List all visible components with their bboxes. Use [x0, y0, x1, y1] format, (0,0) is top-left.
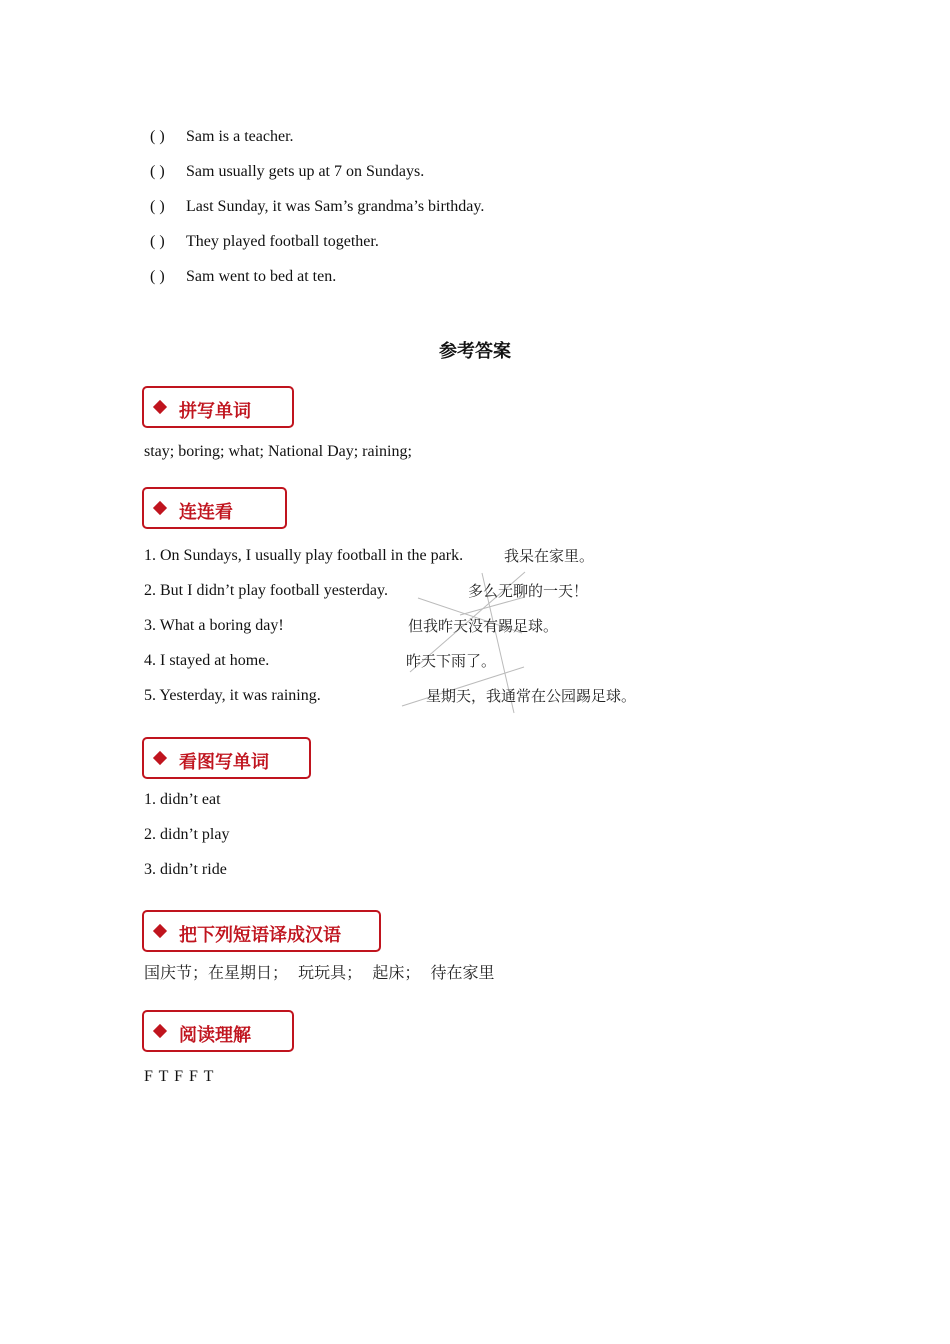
match-left-1: 1. On Sundays, I usually play football in the park.: [144, 547, 464, 564]
tf-text: Sam went to bed at ten.: [186, 268, 337, 285]
tf-text: Sam usually gets up at 7 on Sundays.: [186, 163, 425, 180]
tf-paren: ( ): [150, 268, 165, 285]
tf-paren: ( ): [150, 198, 165, 215]
tf-paren: ( ): [150, 163, 165, 180]
answer-title: 参考答案: [439, 341, 511, 362]
tf-paren: ( ): [150, 233, 165, 250]
section-header-picture-words: [142, 737, 311, 779]
tf-text: They played football together.: [186, 233, 379, 250]
picture-answer-3: 3. didn’t ride: [144, 861, 227, 878]
tf-paren: ( ): [150, 128, 165, 145]
match-right-3: 但我昨天没有踢足球。: [408, 617, 559, 635]
match-left-5: 5. Yesterday, it was raining.: [144, 687, 321, 704]
picture-answer-1: 1. didn’t eat: [144, 791, 221, 808]
diamond-icon: [153, 751, 167, 765]
section-header-reading: [142, 1010, 294, 1052]
tf-text: Sam is a teacher.: [186, 128, 294, 145]
reading-answer: F T F F T: [144, 1068, 215, 1085]
section-heading: 把下列短语译成汉语: [179, 925, 341, 946]
picture-answer-2: 2. didn’t play: [144, 826, 230, 843]
section-heading: 拼写单词: [179, 401, 251, 422]
match-right-4: 昨天下雨了。: [406, 652, 497, 670]
diamond-icon: [153, 924, 167, 938]
match-left-4: 4. I stayed at home.: [144, 652, 270, 669]
match-left-2: 2. But I didn’t play football yesterday.: [144, 582, 388, 599]
diamond-icon: [153, 1024, 167, 1038]
section-header-translate: [142, 910, 381, 952]
match-right-2: 多么无聊的一天！: [468, 582, 589, 600]
spelling-answer: stay; boring; what; National Day; raining;: [144, 443, 412, 460]
tf-text: Last Sunday, it was Sam’s grandma’s birthday.: [186, 198, 485, 215]
section-heading: 阅读理解: [179, 1025, 251, 1046]
match-right-5: 星期天，我通常在公园踢足球。: [426, 687, 637, 705]
section-heading: 看图写单词: [179, 752, 269, 773]
section-heading: 连连看: [179, 502, 233, 523]
match-left-3: 3. What a boring day!: [144, 617, 284, 634]
translate-answer: 国庆节；在星期日； 玩玩具； 起床； 待在家里: [144, 963, 495, 982]
match-right-1: 我呆在家里。: [504, 547, 595, 565]
